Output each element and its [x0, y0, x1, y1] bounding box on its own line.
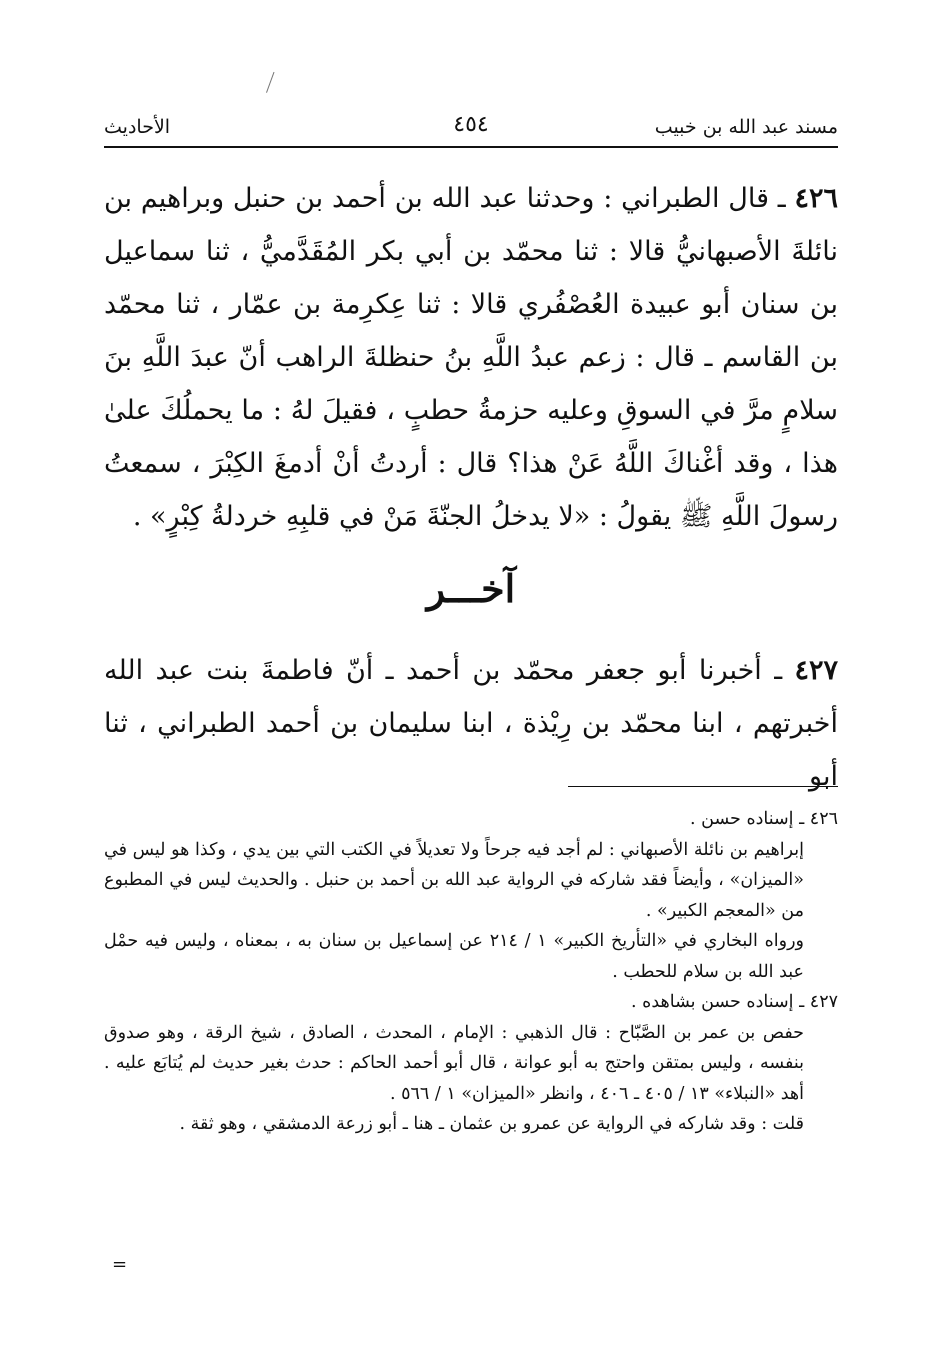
footnote-427-paragraph-2: قلت : وقد شاركه في الرواية عن عمرو بن عثمان ـ هنا ـ أبو زرعة الدمشقي ، وهو ثقة .: [179, 1114, 804, 1134]
section-title: آخـــر: [426, 566, 516, 611]
header-book-title: مسند عبد الله بن خبيب: [654, 116, 838, 138]
footnotes: [104, 804, 838, 1140]
hadith-426-paragraph: [104, 172, 838, 543]
page-number: ٤٥٤: [453, 112, 489, 137]
hadith-427-text: ـ أخبرنا أبو جعفر محمّد بن أحمد ـ أنّ فاطمةَ بنت عبد الله أخبرتهم ، ابنا محمّد بن رِيْذة ، ابنا سليمان بن أحمد الطبراني ، ثنا أبو: [104, 655, 838, 792]
hadith-426-number: ٤٢٦: [794, 183, 838, 214]
hadith-426: [104, 172, 838, 543]
running-header: [104, 108, 838, 142]
footnote-427-paragraph-1: حفص بن عمر بن الصَّبّاح : قال الذهبي : الإمام ، المحدث ، الصادق ، شيخ الرقة ، وهو صدوق بنفسه ، وليس بمتقن واحتج به أبو عوانة ، قال أبو أحمد الحاكم : حدث بغير حديث لم يُتابَع عليه . أهد «النبلاء» ١٣ / ٤٠٥ ـ ٤٠٦ ، وانظر «الميزان» ١ / ٥٦٦ .: [104, 1022, 804, 1104]
header-section-title: الأحاديث: [104, 116, 171, 138]
hadith-427-paragraph: [104, 644, 838, 803]
footnote-426-head: ٤٢٦ ـ إسناده حسن .: [690, 809, 838, 829]
hadith-426-text: ـ قال الطبراني : وحدثنا عبد الله بن أحمد بن حنبل وبراهيم بن نائلةَ الأصبهانيُّ قالا : ثنا محمّد بن أبي بكر المُقَدَّميُّ ، ثنا سماعيل بن سنان أبو عبيدة العُصْفُري قالا : ثنا عِكرِمة بن عمّار ، ثنا محمّد بن القاسم ـ قال : زعم عبدُ اللَّهِ بنُ حنظلةَ الراهب أنّ عبدَ اللَّهِ بنَ سلامٍ مرَّ في السوقِ وعليه حزمةُ حطبٍ ، فقيلَ لهُ : ما يحملُكَ علىٰ هذا ، وقد أغْناكَ اللَّهُ عَنْ هذا؟ قال : أردتُ أنْ أدمغَ الكِبْرَ ، سمعتُ رسولَ اللَّهِ ﷺ يقولُ : «لا يدخلُ الجنّةَ مَنْ في قلبِهِ خردلةُ كِبْرٍ» .: [104, 183, 838, 532]
scan-speck: [259, 69, 275, 93]
hadith-427-number: ٤٢٧: [794, 655, 838, 686]
footnote-426-paragraph-1: إبراهيم بن نائلة الأصبهاني : لم أجد فيه جرحاً ولا تعديلاً في الكتب التي بين يدي ، وكذا هو ليس في «الميزان» ، وأيضاً فقد شاركه في الرواية عبد الله بن أحمد بن حنبل . والحديث ليس في المطبوع من «المعجم الكبير» .: [104, 839, 804, 921]
header-rule: [104, 146, 838, 148]
hadith-427: [104, 644, 838, 803]
footnote-427-head: ٤٢٧ ـ إسناده حسن بشاهده .: [631, 992, 838, 1012]
footnote-rule: [568, 786, 838, 787]
footnote-426-paragraph-2: ورواه البخاري في «التأريخ الكبير» ١ / ٢١٤ عن إسماعيل بن سنان به ، بمعناه ، وليس فيه حمْل عبد الله بن سلام للحطب .: [104, 931, 804, 982]
continuation-mark: =: [112, 1254, 128, 1275]
